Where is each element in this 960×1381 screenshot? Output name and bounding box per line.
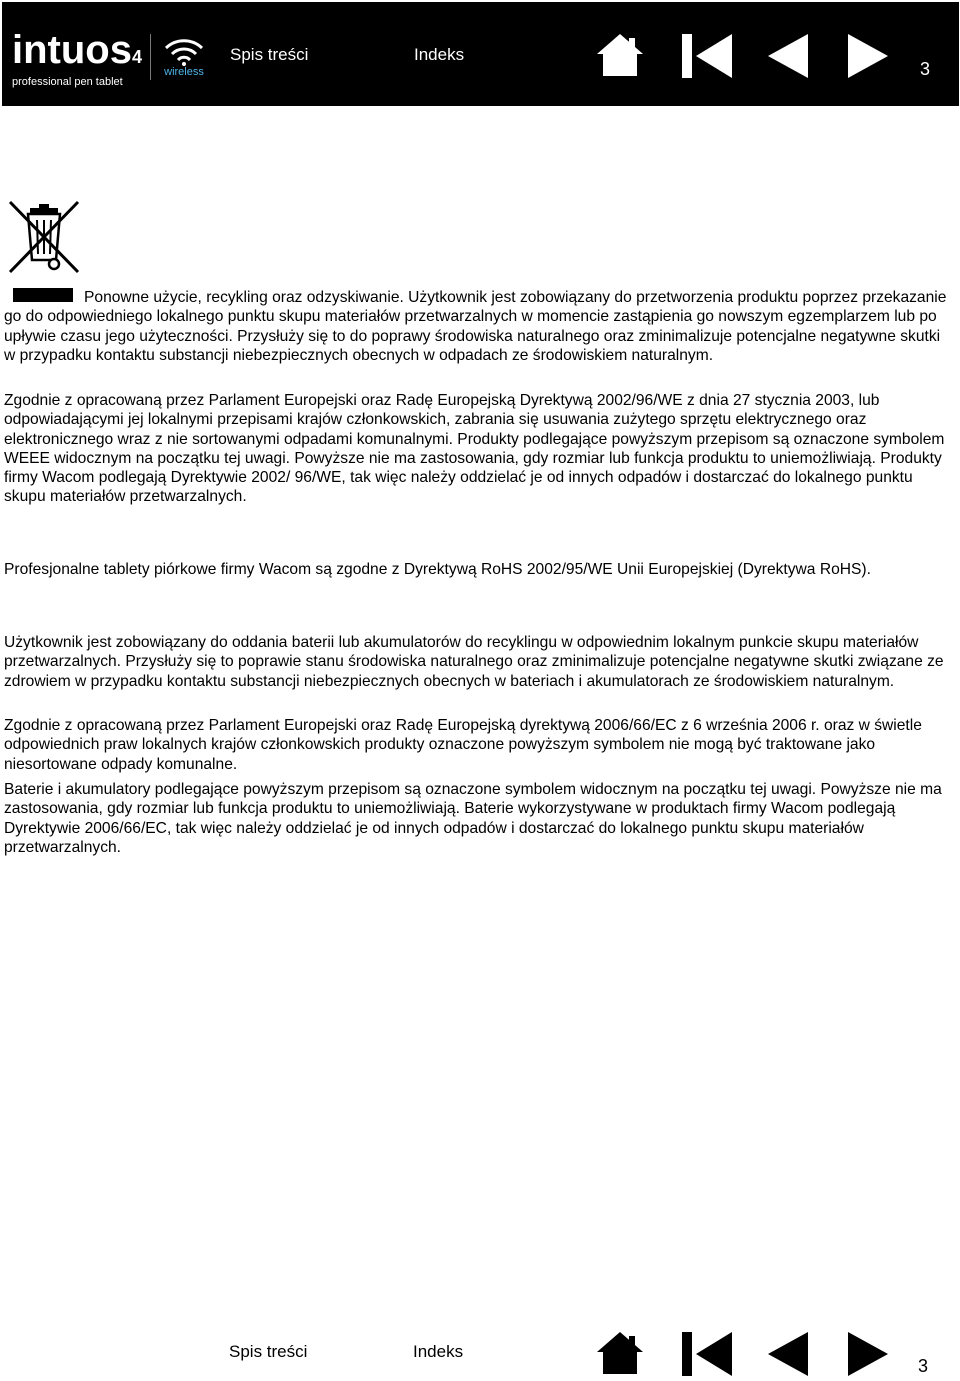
paragraph-battery-directive: Zgodnie z opracowaną przez Parlament Europejski oraz Radę Europejską dyrektywą 2006/66/EC z 6 września 2006 r. oraz w świetle odpowiednich praw lokalnych krajów członkowskich produkty oznaczone powyższym symbolem nie mogą być traktowane jako niesortowane odpady komunalne. [4,717,922,773]
weee-bin-icon [8,198,82,283]
nav-index-link[interactable]: Indeks [414,45,465,64]
home-button[interactable] [595,32,645,83]
home-icon [595,32,645,78]
nav-contents-link[interactable]: Spis treści [230,45,309,64]
first-page-icon [682,1332,734,1376]
home-icon [595,1330,645,1376]
footer-contents-link[interactable]: Spis treści [229,1342,308,1361]
logo-digit: 4 [131,47,142,67]
footer-home-button[interactable] [595,1330,645,1381]
next-page-icon [848,34,890,78]
paragraph-weee-directive: Zgodnie z opracowaną przez Parlament Europejski oraz Radę Europejską Dyrektywą 2002/96/WE z dnia 27 stycznia 2003, lub odpowiadającymi jej lokalnymi przepisami krajów członkowskich, zabrania się usuwania zużytego sprzętu elektrycznego oraz elektronicznego wraz z nie sortowanymi odpadami komunalnymi. Produkty podlegające powyższym przepisom są oznaczone symbolem WEEE widocznym na początku tej uwagi. Powyższe nie ma zastosowania, gdy rozmiar lub funkcja produktu to uniemożliwiają. Produkty firmy Wacom podlegają Dyrektywie 2002/ 96/WE, tak więc należy oddzielać je od innych odpadów i dostarczać do lokalnego punktu skupu materiałów przetwarzalnych. [4,392,945,506]
footer-first-page-button[interactable] [682,1332,734,1381]
first-page-icon [682,34,734,78]
previous-page-icon [768,1332,810,1376]
wireless-logo [160,36,208,78]
next-page-button[interactable] [848,34,890,83]
footer-previous-page-button[interactable] [768,1332,810,1381]
page-number: 3 [920,59,931,79]
paragraph-recycling: Ponowne użycie, recykling oraz odzyskiwanie. Użytkownik jest zobowiązany do przetworzenia produktu poprzez przekazanie go do odpowiedniego lokalnego punktu skupu materiałów przetwarzalnych w momencie zastąpienia go nowszym egzemplarzem lub po upływie czasu jego użyteczności. Przysłuży się to do poprawy środowiska naturalnego oraz zminimalizuje potencjalne negatywne skutki w przypadku kontaktu substancji niebezpiecznych obecnych w odpadach ze środowiskiem naturalnym. [4,289,947,364]
footer-next-page-button[interactable] [848,1332,890,1381]
next-page-icon [848,1332,890,1376]
paragraph-rohs: Profesjonalne tablety piórkowe firmy Wacom są zgodne z Dyrektywą RoHS 2002/95/WE Unii Europejskiej (Dyrektywa RoHS). [4,561,871,578]
wifi-icon [162,36,206,66]
paragraph-battery-recycling: Użytkownik jest zobowiązany do oddania baterii lub akumulatorów do recyklingu w odpowiednim lokalnym punkcie skupu materiałów przetwarzalnych. Przysłuży się to poprawie stanu środowiska naturalnego oraz zminimalizuje potencjalne negatywne skutki związane ze zdrowiem w przypadku kontaktu substancji niebezpiecznych obecnych w bateriach i akumulatorach ze środowiskiem naturalnym. [4,634,944,690]
logo-word: intuos [12,28,132,72]
page-header [2,2,959,106]
footer-index-link[interactable]: Indeks [413,1342,464,1361]
logo-tagline: professional pen tablet [12,76,123,88]
intuos-logo [12,28,142,89]
previous-page-button[interactable] [768,34,810,83]
footer-page-number: 3 [918,1356,929,1376]
first-page-button[interactable] [682,34,734,83]
logo-divider [150,34,151,80]
previous-page-icon [768,34,810,78]
paragraph-battery-marking: Baterie i akumulatory podlegające powyższym przepisom są oznaczone symbolem widocznym na początku tej uwagi. Powyższe nie ma zastosowania, gdy rozmiar lub funkcja produktu to uniemożliwiają. Baterie wykorzystywane w produktach firmy Wacom podlegają Dyrektywie 2006/66/EC, tak więc należy oddzielać je od innych odpadów i dostarczać do lokalnego punktu skupu materiałów przetwarzalnych. [4,781,942,856]
wireless-label: wireless [164,66,204,78]
